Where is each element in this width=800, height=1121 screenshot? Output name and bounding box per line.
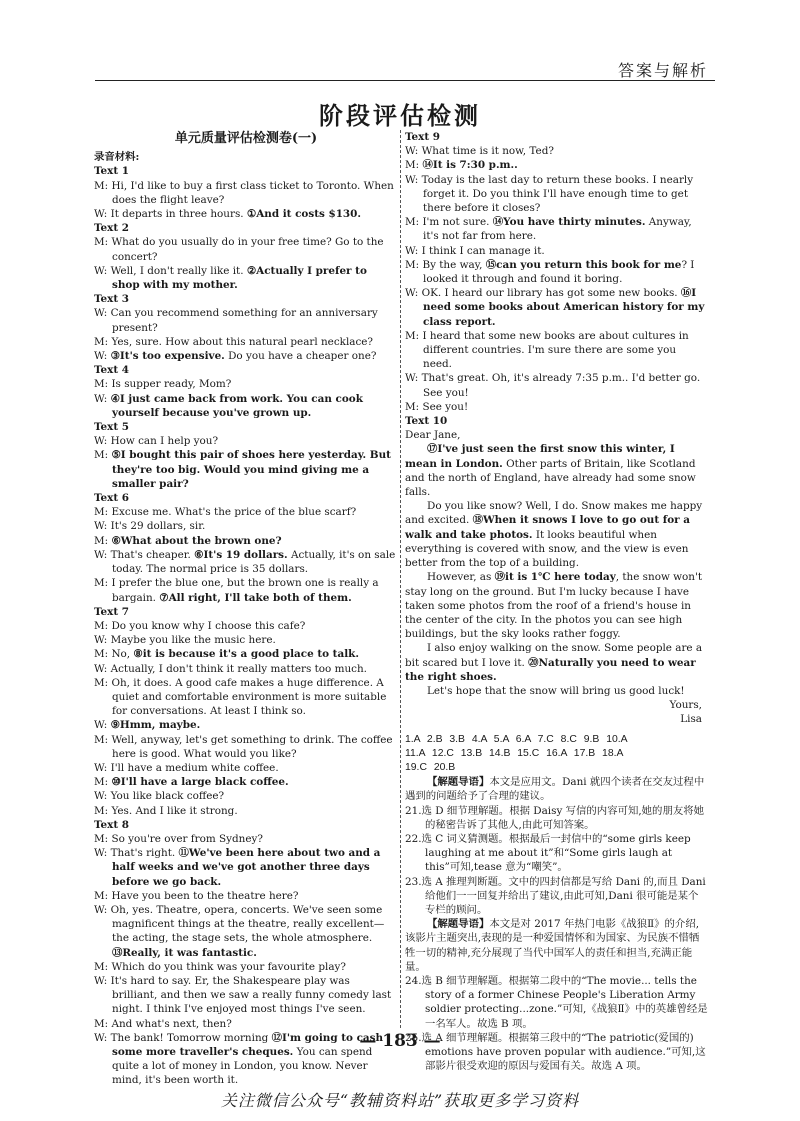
- answer-highlight: ⑬Really, it was fantastic.: [112, 946, 257, 959]
- speaker: M: [405, 329, 416, 342]
- answer-highlight: ⑭It is 7:30 p.m..: [422, 159, 518, 172]
- speaker: M: [94, 179, 105, 192]
- speaker: W: [94, 350, 104, 363]
- dialogue-text: Do you like snow? Well, I do. Snow makes me happy and excited.: [405, 500, 703, 527]
- speaker: M: [405, 159, 416, 172]
- speaker: W: [94, 392, 104, 405]
- dialogue-line: W: ③It's too expensive. Do you have a cheaper one?: [94, 350, 377, 363]
- dialogue-line: W: That's right. ⑪We've been here about two and a half weeks and we've got another three days before we go back.: [94, 847, 381, 888]
- dialogue-line: W: ④I just came back from work. You can cook yourself because you've grown up.: [94, 392, 363, 419]
- dialogue-line: M: I'm not sure. ⑭You have thirty minutes. Anyway, it's not far from here.: [405, 216, 692, 243]
- speaker: W: [94, 520, 104, 533]
- dialogue-line: M: And what's next, then?: [94, 1017, 232, 1030]
- answer-highlight: ⑥It's 19 dollars.: [194, 548, 288, 561]
- dialogue-text: I'm not sure.: [422, 216, 493, 229]
- dialogue-line: M: By the way, ⑮can you return this book for me? I looked it through and found it boring.: [405, 258, 695, 286]
- transcript-label: 录音材料:: [94, 151, 140, 164]
- speaker: W: [405, 287, 415, 300]
- dialogue-line: W: I think I can manage it.: [405, 244, 545, 257]
- dialogue-text: That's great. Oh, it's already 7:35 p.m.. I'd better go. See you!: [421, 372, 701, 399]
- guide-tag: 【解题导语】: [427, 776, 490, 789]
- speaker: M: [94, 648, 105, 661]
- answer-row: 11.A 12.C 13.B 14.B 15.C 16.A 17.B 18.A: [405, 747, 624, 759]
- dialogue-line: W: That's cheaper. ⑥It's 19 dollars. Actually, it's on sale today. The normal price is 35 dollars.: [94, 548, 396, 576]
- guide-tag: 【解题导语】: [427, 918, 490, 931]
- answer-highlight: ⑩I'll have a large black coffee.: [111, 776, 289, 789]
- speaker: M: [94, 506, 105, 519]
- dialogue-text: You like black coffee?: [110, 790, 225, 803]
- dialogue-line: M: ⑭It is 7:30 p.m..: [405, 159, 518, 172]
- dialogue-text: You can spend quite a lot of money in London, you know. Never mind, it's been worth it.: [112, 1046, 373, 1087]
- dialogue-text: Can you recommend something for an anniversary present?: [110, 307, 378, 334]
- dialogue-text: Actually, it's on sale today. The normal price is 35 dollars.: [112, 548, 396, 576]
- dialogue-line: M: Hi, I'd like to buy a first class ticket to Toronto. When does the flight leave?: [94, 179, 394, 206]
- explanation-item: 25.选 A 细节理解题。根据第三段中的“The patriotic(爱国的) emotions have proven popular with audience.”可知,这部影片很受欢迎的原因与爱国有关。故选 A 项。: [405, 1031, 706, 1073]
- dialogue-text: Is supper ready, Mom?: [111, 378, 232, 391]
- speaker: M: [94, 776, 105, 789]
- dialogue-text: Have you been to the theatre here?: [111, 889, 299, 902]
- dialogue-line: W: Actually, I don't think it really matters too much.: [94, 662, 367, 675]
- section-subtitle: 单元质量评估检测卷(一): [174, 131, 318, 146]
- speaker: W: [94, 208, 104, 221]
- dialogue-text: That's cheaper.: [110, 548, 195, 561]
- answer-highlight: ⑥What about the brown one?: [111, 534, 282, 547]
- right-column: [405, 130, 708, 1073]
- speaker: M: [94, 534, 105, 547]
- answer-highlight: ⑤I bought this pair of shoes here yesterday. But they're too big. Would you mind giving me a smaller pair?: [111, 449, 391, 490]
- answer-highlight: ⑮can you return this book for me: [485, 258, 682, 271]
- dialogue-line: M: ⑤I bought this pair of shoes here yesterday. But they're too big. Would you mind giving me a smaller pair?: [94, 449, 391, 490]
- speaker: W: [405, 372, 415, 385]
- speaker: W: [94, 719, 104, 732]
- answer-key: [405, 733, 708, 776]
- letter-paragraph: [405, 641, 708, 684]
- dialogue-text: Today is the last day to return these books. I nearly forget it. Do you think I'll have enough time to get there before it closes?: [421, 173, 694, 215]
- dialogue-line: M: Is supper ready, Mom?: [94, 378, 232, 391]
- text-heading: Text 7: [94, 605, 129, 618]
- footer-note: 关注微信公众号“教辅资料站”获取更多学习资料: [220, 1091, 580, 1110]
- dialogue-text: Let's hope that the snow will bring us good luck!: [427, 684, 685, 697]
- answer-highlight: ⑱When it snows I love to go out for a walk and take photos.: [405, 514, 690, 541]
- speaker: M: [94, 1017, 105, 1030]
- letter-greeting: Dear Jane,: [405, 429, 461, 442]
- speaker: W: [94, 548, 104, 561]
- dialogue-line: W: ⑨Hmm, maybe.: [94, 719, 201, 732]
- dialogue-line: M: Yes. And I like it strong.: [94, 804, 238, 817]
- speaker: W: [94, 974, 104, 987]
- explanation-item: 22.选 C 词义猜测题。根据最后一封信中的“some girls keep laughing at me about it”和“Some girls laugh at this”可知,tease 意为“嘲笑”。: [405, 832, 691, 874]
- dialogue-line: W: It's hard to say. Er, the Shakespeare play was brilliant, and then we saw a really funny comedy last night. I think I've enjoyed most things I've seen.: [94, 974, 392, 1016]
- dialogue-text: What do you usually do in your free time? Go to the concert?: [111, 236, 384, 263]
- speaker: M: [94, 236, 105, 249]
- dialogue-line: W: Today is the last day to return these books. I nearly forget it. Do you think I'll have enough time to get there before it closes?: [405, 173, 694, 215]
- dialogue-text: Yes. And I like it strong.: [111, 804, 238, 817]
- dialogue-line: W: You like black coffee?: [94, 790, 225, 803]
- speaker: M: [94, 733, 105, 746]
- speaker: M: [94, 335, 105, 348]
- answer-row: 1.A 2.B 3.B 4.A 5.A 6.A 7.C 8.C 9.B 10.A: [405, 733, 628, 745]
- dialogue-line: M: Oh, it does. A good cafe makes a huge difference. A quiet and comfortable environment is more suitable for conversations. At least I think so.: [94, 676, 387, 718]
- dialogue-text: However, as: [427, 571, 495, 584]
- dialogue-text: It's 29 dollars, sir.: [110, 520, 206, 533]
- dialogue-line: M: See you!: [405, 400, 469, 413]
- dialogue-text: What time is it now, Ted?: [421, 145, 554, 158]
- dialogue-text: I also enjoy walking on the snow. Some people are a bit scared but I love it.: [405, 642, 703, 669]
- speaker: W: [94, 761, 104, 774]
- speaker: W: [94, 1031, 104, 1044]
- dialogue-text: Yes, sure. How about this natural pearl necklace?: [111, 335, 373, 348]
- dialogue-line: M: Excuse me. What's the price of the blue scarf?: [94, 506, 357, 519]
- page-number: — 183 —: [359, 1031, 441, 1051]
- letter-body: [405, 442, 708, 698]
- dialogue-line: M: Yes, sure. How about this natural pearl necklace?: [94, 335, 373, 348]
- text-10: [405, 414, 708, 726]
- text-heading: Text 6: [94, 492, 129, 505]
- dialogue-text: It departs in three hours.: [110, 208, 247, 221]
- dialogue-text: Actually, I don't think it really matters too much.: [110, 662, 367, 675]
- dialogue-line: M: Have you been to the theatre here?: [94, 889, 299, 902]
- dialogue-text: I heard that some new books are about cultures in different countries. I'm sure there are some you need.: [422, 329, 689, 371]
- dialogue-text: Oh, it does. A good cafe makes a huge difference. A quiet and comfortable environment is more suitable for conversations. At least I think so.: [111, 676, 387, 718]
- answer-highlight: ⑭You have thirty minutes.: [492, 216, 646, 229]
- dialogue-text: See you!: [422, 400, 469, 413]
- answer-highlight: ⑦All right, I'll take both of them.: [159, 591, 352, 604]
- answer-highlight: ⑪We've been here about two and a half weeks and we've got another three days before we go back.: [112, 847, 381, 888]
- page-title: 阶段评估检测: [319, 101, 481, 130]
- dialogue-text: Maybe you like the music here.: [110, 634, 276, 647]
- dialogue-text: Well, I don't really like it.: [110, 264, 247, 277]
- speaker: W: [94, 790, 104, 803]
- dialogue-text: How can I help you?: [110, 435, 219, 448]
- letter-closing: Yours,: [669, 699, 702, 712]
- speaker: W: [405, 145, 415, 158]
- dialogue-line: M: Which do you think was your favourite play?: [94, 960, 346, 973]
- dialogue-line: W: It's 29 dollars, sir.: [94, 520, 206, 533]
- explanations-1: [405, 804, 708, 918]
- speaker: M: [94, 449, 105, 462]
- dialogue-line: W: Maybe you like the music here.: [94, 634, 276, 647]
- answer-highlight: ⑲it is 1℃ here today: [494, 571, 616, 584]
- dialogue-line: M: No, ⑧it is because it's a good place to talk.: [94, 648, 359, 661]
- answer-highlight: ①And it costs $130.: [246, 208, 361, 221]
- dialogue-text: Hi, I'd like to buy a first class ticket to Toronto. When does the flight leave?: [111, 179, 394, 206]
- dialogue-line: W: Can you recommend something for an anniversary present?: [94, 307, 378, 334]
- text-heading: Text 1: [94, 165, 129, 178]
- dialogue-text: So you're over from Sydney?: [111, 832, 263, 845]
- speaker: W: [94, 264, 104, 277]
- dialogue-text: Do you know why I choose this cafe?: [111, 619, 306, 632]
- answer-row: 19.C 20.B: [405, 761, 456, 773]
- speaker: M: [405, 216, 416, 229]
- text-heading: Text 2: [94, 222, 129, 235]
- guide-1: [405, 775, 708, 803]
- dialogue-line: M: I prefer the blue one, but the brown one is really a bargain. ⑦All right, I'll take both of them.: [94, 577, 379, 604]
- speaker: M: [405, 258, 416, 271]
- dialogue-text: Excuse me. What's the price of the blue scarf?: [111, 506, 357, 519]
- speaker: M: [94, 832, 105, 845]
- speaker: M: [405, 400, 416, 413]
- guide-text: 本文是对 2017 年热门电影《战狼Ⅱ》的介绍,该影片主题突出,表现的是一种爱国情怀和为国家、为民族不惜牺牲一切的精神,充分展现了当代中国军人的责任和担当,充满正能量。: [405, 918, 700, 973]
- answer-highlight: ④I just came back from work. You can cook yourself because you've grown up.: [110, 392, 363, 419]
- speaker: M: [94, 619, 105, 632]
- header-rule: [95, 80, 715, 81]
- speaker: W: [94, 307, 104, 320]
- dialogue-line: W: Well, I don't really like it. ②Actually I prefer to shop with my mother.: [94, 264, 367, 292]
- dialogue-text: By the way,: [422, 258, 486, 271]
- text-heading: Text 10: [405, 415, 448, 428]
- dialogue-text: Oh, yes. Theatre, opera, concerts. We've seen some magnificent things at the theatre, really excellent—the acting, the stage sets, the whole atmosphere.: [110, 903, 385, 945]
- answer-highlight: ⑳Naturally you need to wear the right shoes.: [405, 656, 696, 683]
- speaker: M: [94, 676, 105, 689]
- speaker: W: [94, 435, 104, 448]
- answer-highlight: ⑰I've just seen the first snow this winter, I mean in London.: [405, 443, 675, 470]
- text-heading: Text 8: [94, 818, 129, 831]
- text-heading: Text 3: [94, 293, 129, 306]
- dialogue-text: The bank! Tomorrow morning: [110, 1031, 272, 1044]
- answer-highlight: ③It's too expensive.: [110, 350, 225, 363]
- dialogue-text: I'll have a medium white coffee.: [110, 761, 279, 774]
- dialogue-text: ? I looked it through and found it boring.: [423, 258, 695, 286]
- dialogue-line: W: OK. I heard our library has got some new books. ⑯I need some books about American history for my class report.: [405, 287, 705, 328]
- speaker: M: [94, 889, 105, 902]
- speaker: W: [94, 903, 104, 916]
- text-heading: Text 4: [94, 364, 129, 377]
- dialogue-line: W: How can I help you?: [94, 435, 219, 448]
- dialogue-line: M: ⑩I'll have a large black coffee.: [94, 776, 289, 789]
- dialogue-line: M: ⑥What about the brown one?: [94, 534, 282, 547]
- text-heading: Text 5: [94, 421, 129, 434]
- explanations-2: [405, 974, 708, 1073]
- guide-2: [405, 917, 708, 974]
- dialogue-line: W: Oh, yes. Theatre, opera, concerts. We've seen some magnificent things at the theatre, really excellent—the acting, the stage sets, the whole atmosphere. ⑬Really, it was fantastic.: [94, 903, 385, 959]
- answer-highlight: ⑧it is because it's a good place to talk.: [133, 648, 359, 661]
- dialogue-text: OK. I heard our library has got some new books.: [421, 287, 681, 300]
- answer-highlight: ⑨Hmm, maybe.: [110, 719, 201, 732]
- explanation-item: 21.选 D 细节理解题。根据 Daisy 写信的内容可知,她的朋友将她的秘密告诉了其他人,由此可知答案。: [405, 804, 705, 831]
- dialogue-line: W: I'll have a medium white coffee.: [94, 761, 279, 774]
- dialogue-text: Which do you think was your favourite play?: [111, 960, 346, 973]
- speaker: W: [94, 847, 104, 860]
- dialogue-line: M: Well, anyway, let's get something to drink. The coffee here is good. What would you like?: [94, 733, 393, 760]
- letter-paragraph: [405, 442, 708, 499]
- dialogue-text: Do you have a cheaper one?: [224, 350, 377, 363]
- dialogue-line: W: That's great. Oh, it's already 7:35 p.m.. I'd better go. See you!: [405, 372, 701, 399]
- letter-paragraph: [405, 684, 708, 698]
- dialogue-line: M: I heard that some new books are about cultures in different countries. I'm sure there are some you need.: [405, 329, 689, 371]
- dialogue-text: I prefer the blue one, but the brown one is really a bargain.: [111, 577, 379, 604]
- letter-paragraph: [405, 499, 708, 570]
- dialogue-text: That's right.: [110, 847, 179, 860]
- text-9: [405, 130, 708, 414]
- column-divider: [400, 130, 401, 1028]
- transcript-texts: [94, 164, 398, 1087]
- speaker: W: [94, 662, 104, 675]
- left-column: [94, 130, 398, 1088]
- header-title: 答案与解析: [617, 61, 708, 80]
- speaker: W: [405, 173, 415, 186]
- speaker: M: [94, 960, 105, 973]
- dialogue-text: It's hard to say. Er, the Shakespeare play was brilliant, and then we saw a really funny comedy last night. I think I've enjoyed most things I've seen.: [110, 974, 392, 1016]
- dialogue-line: W: The bank! Tomorrow morning ⑫I'm going to cash some more traveller's cheques. You can spend quite a lot of money in London, you know. Never mind, it's been worth it.: [94, 1031, 384, 1087]
- dialogue-line: M: Do you know why I choose this cafe?: [94, 619, 306, 632]
- dialogue-text: It looks beautiful when everything is covered with snow, and the view is even better from the top of a building.: [405, 528, 689, 570]
- dialogue-line: M: So you're over from Sydney?: [94, 832, 263, 845]
- speaker: M: [94, 804, 105, 817]
- speaker: M: [94, 577, 105, 590]
- dialogue-line: W: What time is it now, Ted?: [405, 145, 554, 158]
- text-heading: Text 9: [405, 131, 440, 143]
- answer-highlight: ②Actually I prefer to shop with my mother.: [112, 264, 367, 292]
- speaker: W: [405, 244, 415, 257]
- letter-paragraph: [405, 570, 708, 641]
- dialogue-text: Anyway, it's not far from here.: [423, 216, 692, 243]
- dialogue-text: Well, anyway, let's get something to drink. The coffee here is good. What would you like?: [111, 733, 393, 760]
- dialogue-text: No,: [111, 648, 134, 661]
- dialogue-text: Other parts of Britain, like Scotland and the north of England, have already had some snow falls.: [405, 457, 696, 499]
- dialogue-text: I think I can manage it.: [421, 244, 545, 257]
- dialogue-line: W: It departs in three hours. ①And it costs $130.: [94, 208, 361, 221]
- speaker: M: [94, 378, 105, 391]
- explanation-item: 23.选 A 推理判断题。文中的四封信都是写给 Dani 的,而且 Dani 给他们一一回复并给出了建议,由此可知,Dani 很可能是某个专栏的顾问。: [405, 875, 706, 916]
- dialogue-line: M: What do you usually do in your free time? Go to the concert?: [94, 236, 384, 263]
- guide-text: 本文是应用文。Dani 就四个读者在交友过程中遇到的问题给予了合理的建议。: [405, 776, 705, 803]
- speaker: W: [94, 634, 104, 647]
- answer-highlight: ⑯I need some books about American history for my class report.: [423, 287, 705, 328]
- letter-signature: Lisa: [680, 713, 702, 726]
- dialogue-text: And what's next, then?: [111, 1017, 232, 1030]
- explanation-item: 24.选 B 细节理解题。根据第二段中的“The movie... tells the story of a former Chinese People's Liberation Army soldier protecting...zone.”可知,《战狼Ⅱ》中的英雄曾经是一名军人。故选 B 项。: [405, 974, 708, 1030]
- dialogue-text: , the snow won't stay long on the ground. But I'm lucky because I have taken some photos from the roof of a friend's house in the center of the city. In the photos you can see high buildings, but the sky looks rather foggy.: [405, 571, 703, 641]
- answer-highlight: ⑫I'm going to cash some more traveller's cheques.: [112, 1031, 384, 1058]
